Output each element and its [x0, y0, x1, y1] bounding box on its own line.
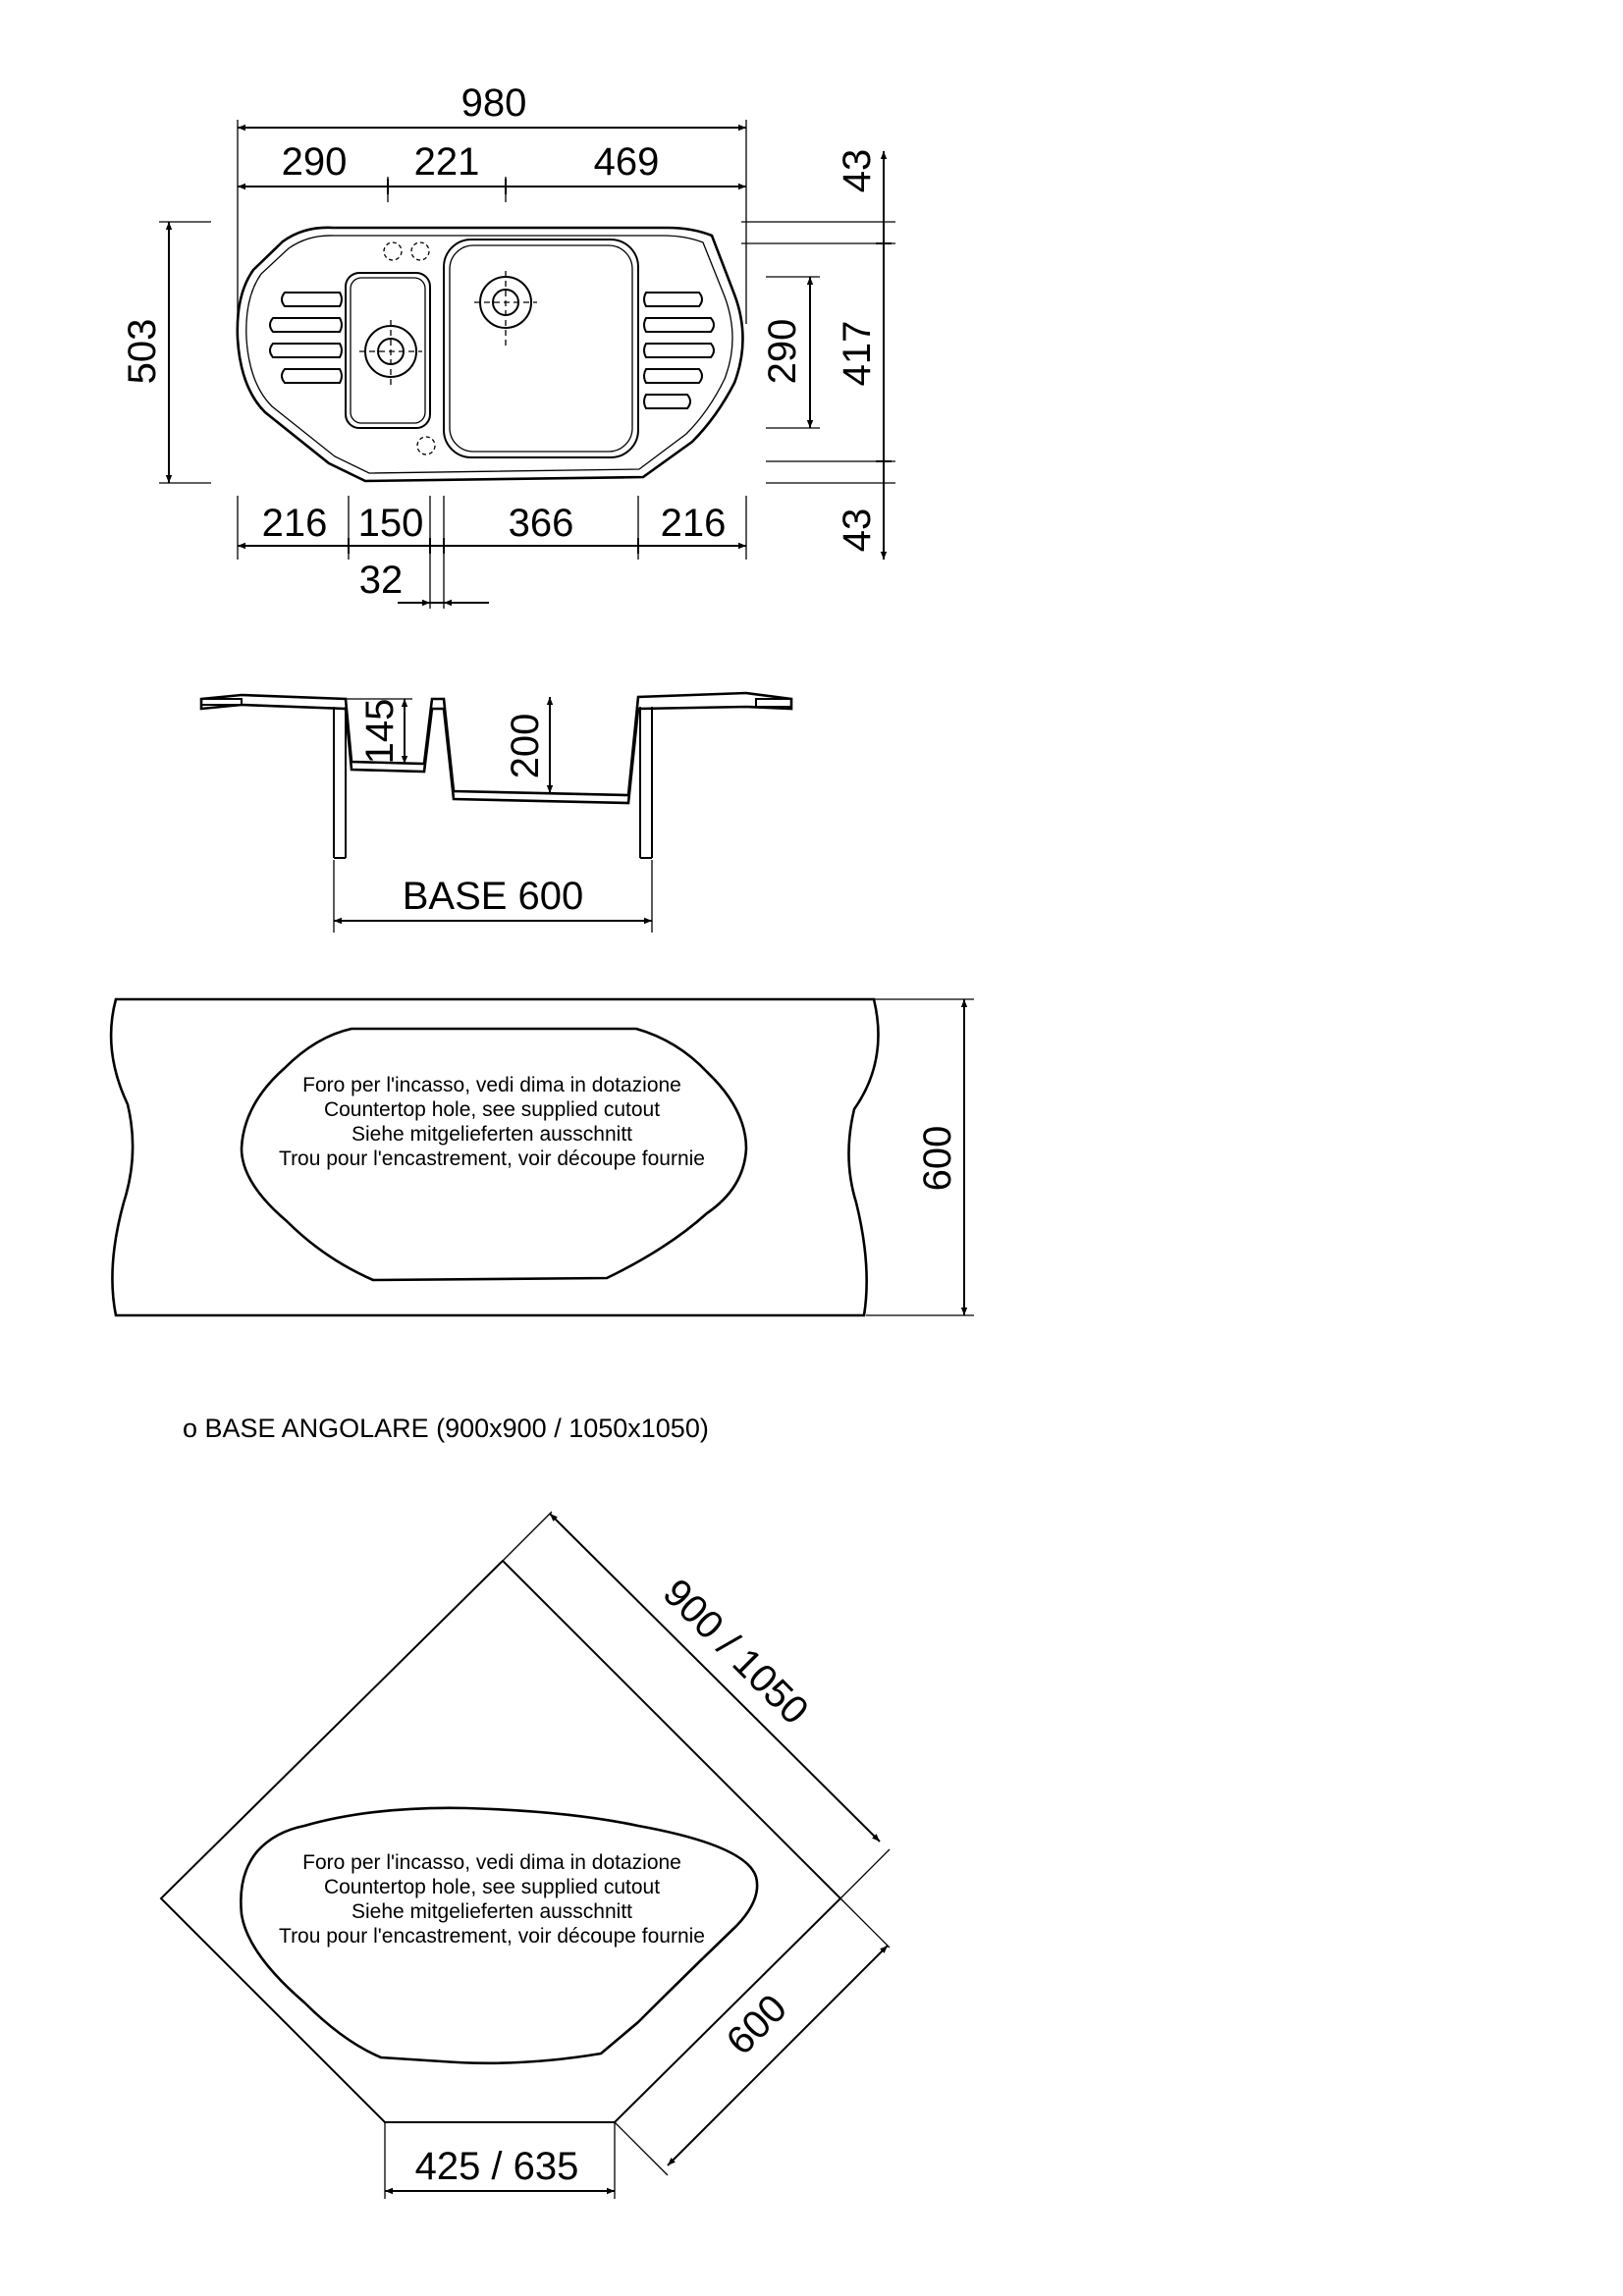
left-drainer-grooves — [270, 293, 342, 383]
large-bowl-drain — [474, 271, 537, 346]
corner-cutout-note-line-3: Siehe mitgelieferten ausschnitt — [352, 1900, 632, 1923]
dim-bowl-depth: 290 — [761, 318, 804, 385]
small-bowl-drain — [359, 320, 422, 385]
sink-profile — [201, 693, 791, 803]
dim-bottom-segment-1: 216 — [261, 502, 328, 545]
corner-cutout-note-line-4: Trou pour l'encastrement, voir découpe fournie — [279, 1925, 705, 1948]
dim-overall-width: 980 — [460, 81, 527, 125]
dim-small-bowl-depth: 145 — [358, 698, 402, 765]
dim-large-bowl-depth: 200 — [504, 713, 547, 779]
section-view — [201, 693, 791, 933]
dim-gap: 32 — [358, 559, 404, 602]
right-drainer-grooves — [644, 293, 714, 408]
dim-bottom-segment-3: 366 — [508, 502, 574, 545]
cutout-note-line-1: Foro per l'incasso, vedi dima in dotazione — [302, 1074, 681, 1096]
right-rim-end — [756, 699, 791, 707]
large-bowl-inner — [450, 245, 632, 452]
corner-depth-dim-line — [668, 1946, 888, 2165]
dim-top-segment-2: 221 — [413, 140, 480, 184]
dim-bottom-segment-2: 150 — [357, 502, 424, 545]
sink-outline — [238, 228, 743, 481]
corner-cutout-note-line-2: Countertop hole, see supplied cutout — [323, 1876, 661, 1898]
dim-corner-depth: 600 — [718, 1986, 795, 2063]
dim-right-top: 43 — [836, 148, 879, 193]
small-bowl-inner — [351, 278, 425, 423]
small-bowl — [346, 273, 430, 428]
dim-bottom-segment-4: 216 — [660, 502, 727, 545]
corner-cutout-note-line-1: Foro per l'incasso, vedi dima in dotazione — [302, 1851, 681, 1874]
dim-corner-side: 900 / 1050 — [654, 1571, 817, 1734]
dim-overall-depth: 503 — [121, 318, 164, 385]
dim-corner-front: 425 / 635 — [414, 2145, 579, 2188]
dim-base: BASE 600 — [402, 875, 584, 918]
large-bowl — [444, 240, 638, 457]
cutout-note-line-3: Siehe mitgelieferten ausschnitt — [352, 1123, 632, 1146]
cutout-note-line-2: Countertop hole, see supplied cutout — [323, 1098, 661, 1121]
dim-top-segment-3: 469 — [593, 140, 660, 184]
straight-countertop — [111, 999, 974, 1315]
left-rim-end — [201, 699, 242, 705]
corner-countertop — [161, 1512, 890, 2199]
cutout-note-line-4: Trou pour l'encastrement, voir découpe fournie — [279, 1148, 705, 1170]
dim-top-segment-1: 290 — [281, 140, 348, 184]
sink-outline-inner — [246, 236, 732, 473]
dim-countertop-depth: 600 — [916, 1125, 959, 1192]
corner-base-caption: o BASE ANGOLARE (900x900 / 1050x1050) — [183, 1414, 709, 1443]
dim-right-bottom: 43 — [836, 507, 879, 553]
corner-side-dim-line — [550, 1514, 880, 1842]
top-view — [121, 81, 895, 609]
dim-right-middle: 417 — [836, 320, 879, 387]
